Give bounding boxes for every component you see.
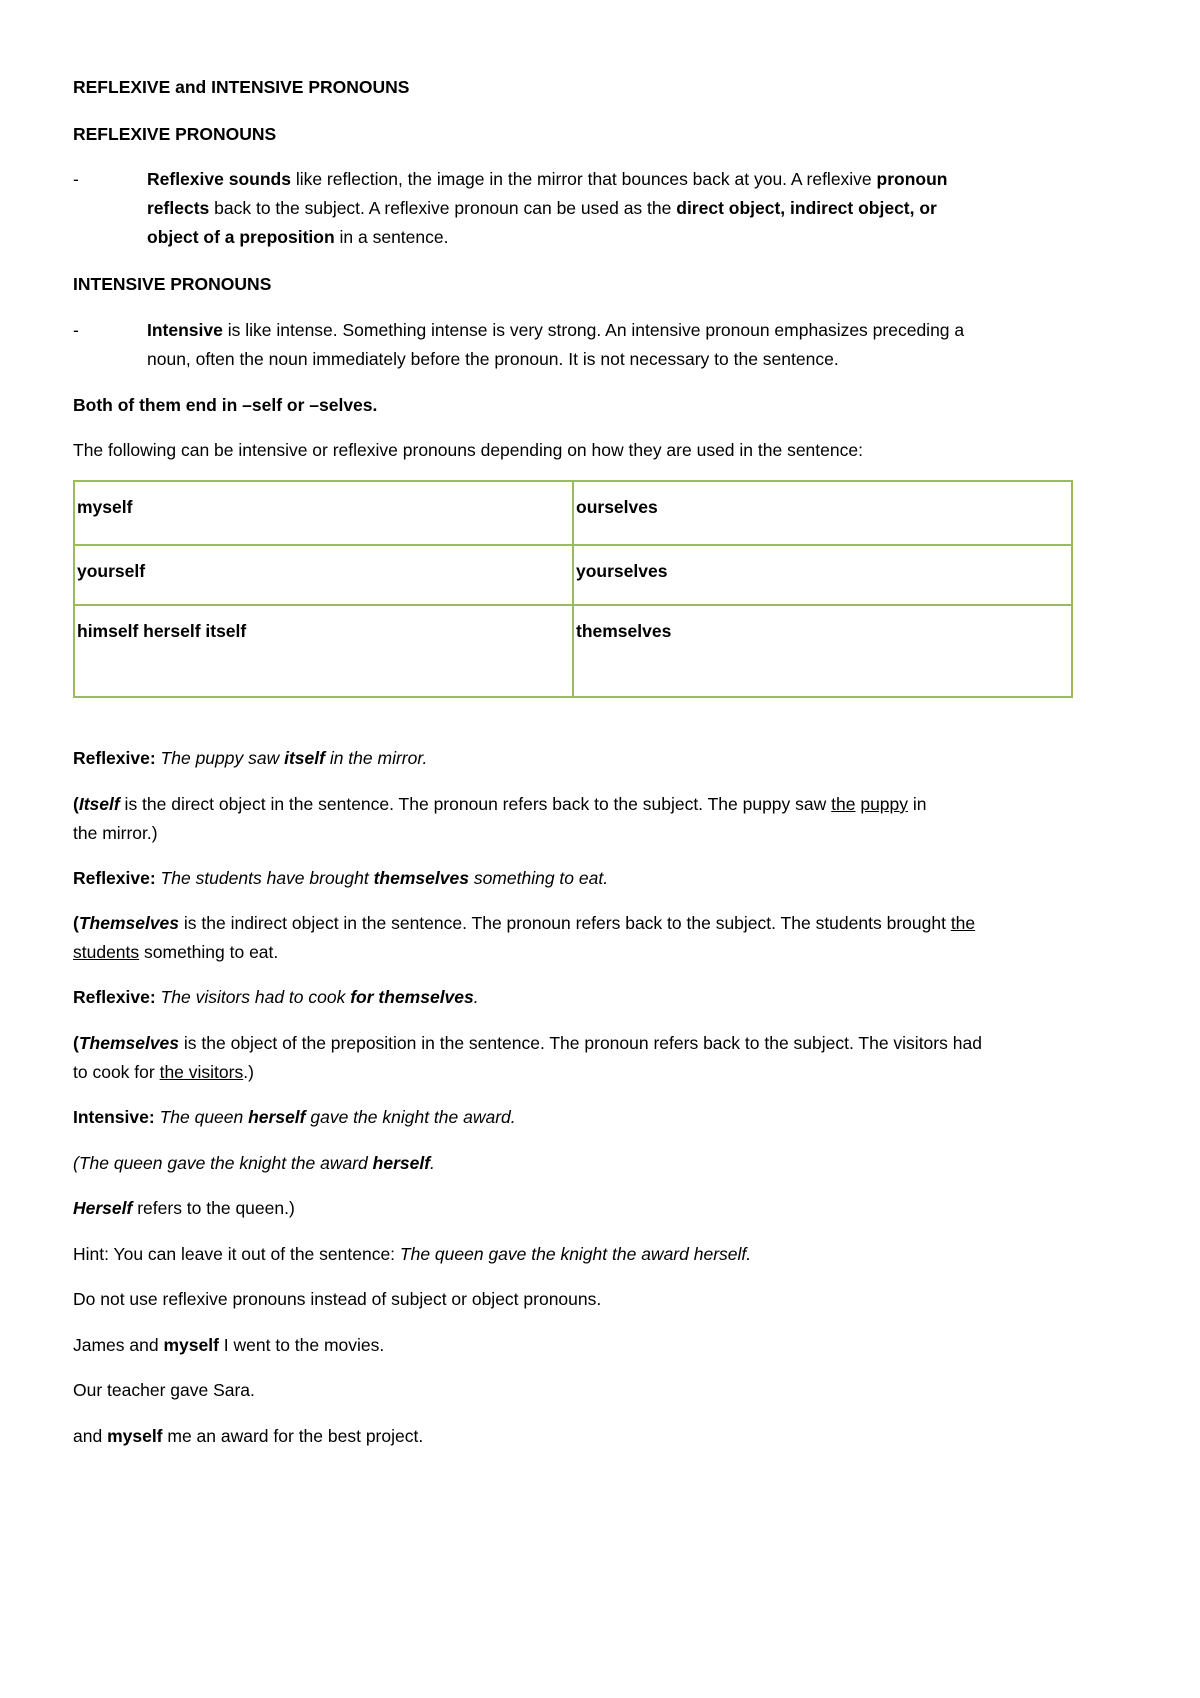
example-1-explanation-line-1: (Itself is the direct object in the sentence. The pronoun refers back to the subject. The puppy saw the puppy in — [73, 794, 927, 814]
james-example: James and myself I went to the movies. — [73, 1335, 385, 1355]
intensive-heading: INTENSIVE PRONOUNS — [73, 274, 272, 294]
example-3: Reflexive: The visitors had to cook for themselves. — [73, 987, 479, 1007]
example-4-rewrite: (The queen gave the knight the award herself. — [73, 1153, 435, 1173]
following-intro: The following can be intensive or reflexive pronouns depending on how they are used in the sentence: — [73, 440, 863, 460]
bullet-dash: - — [73, 169, 79, 189]
example-1-explanation-line-2: the mirror.) — [73, 823, 158, 843]
table-cell: ourselves — [573, 481, 1072, 545]
table-row — [74, 481, 1072, 545]
table-row — [74, 605, 1072, 697]
example-2: Reflexive: The students have brought themselves something to eat. — [73, 868, 609, 888]
page-title: REFLEXIVE and INTENSIVE PRONOUNS — [73, 77, 410, 97]
teacher-example: Our teacher gave Sara. — [73, 1380, 255, 1400]
table-cell: yourself — [74, 545, 573, 605]
and-myself-example: and myself me an award for the best project. — [73, 1426, 424, 1446]
bullet-dash: - — [73, 320, 79, 340]
example-4-refers: Herself refers to the queen.) — [73, 1198, 295, 1218]
example-1: Reflexive: The puppy saw itself in the mirror. — [73, 748, 428, 768]
table-cell: himself herself itself — [74, 605, 573, 697]
table-cell: themselves — [573, 605, 1072, 697]
table-cell: yourselves — [573, 545, 1072, 605]
hint-line: Hint: You can leave it out of the sentence: The queen gave the knight the award herself. — [73, 1244, 752, 1264]
both-end-note: Both of them end in –self or –selves. — [73, 395, 378, 415]
example-3-explanation-line-1: (Themselves is the object of the preposition in the sentence. The pronoun refers back to the subject. The visitors had — [73, 1033, 982, 1053]
reflexive-definition-line-3: object of a preposition in a sentence. — [147, 227, 449, 247]
example-2-explanation-line-2: students something to eat. — [73, 942, 279, 962]
reflexive-definition-line-2: reflects back to the subject. A reflexive pronoun can be used as the direct object, indirect object, or — [147, 198, 937, 218]
intensive-definition-line-2: noun, often the noun immediately before the pronoun. It is not necessary to the sentence. — [147, 349, 839, 369]
table-cell: myself — [74, 481, 573, 545]
pronoun-table — [73, 480, 1073, 698]
do-not-note: Do not use reflexive pronouns instead of subject or object pronouns. — [73, 1289, 602, 1309]
example-3-explanation-line-2: to cook for the visitors.) — [73, 1062, 254, 1082]
example-4: Intensive: The queen herself gave the knight the award. — [73, 1107, 516, 1127]
table-row — [74, 545, 1072, 605]
reflexive-heading: REFLEXIVE PRONOUNS — [73, 124, 277, 144]
example-2-explanation-line-1: (Themselves is the indirect object in the sentence. The pronoun refers back to the subject. The students brought the — [73, 913, 976, 933]
